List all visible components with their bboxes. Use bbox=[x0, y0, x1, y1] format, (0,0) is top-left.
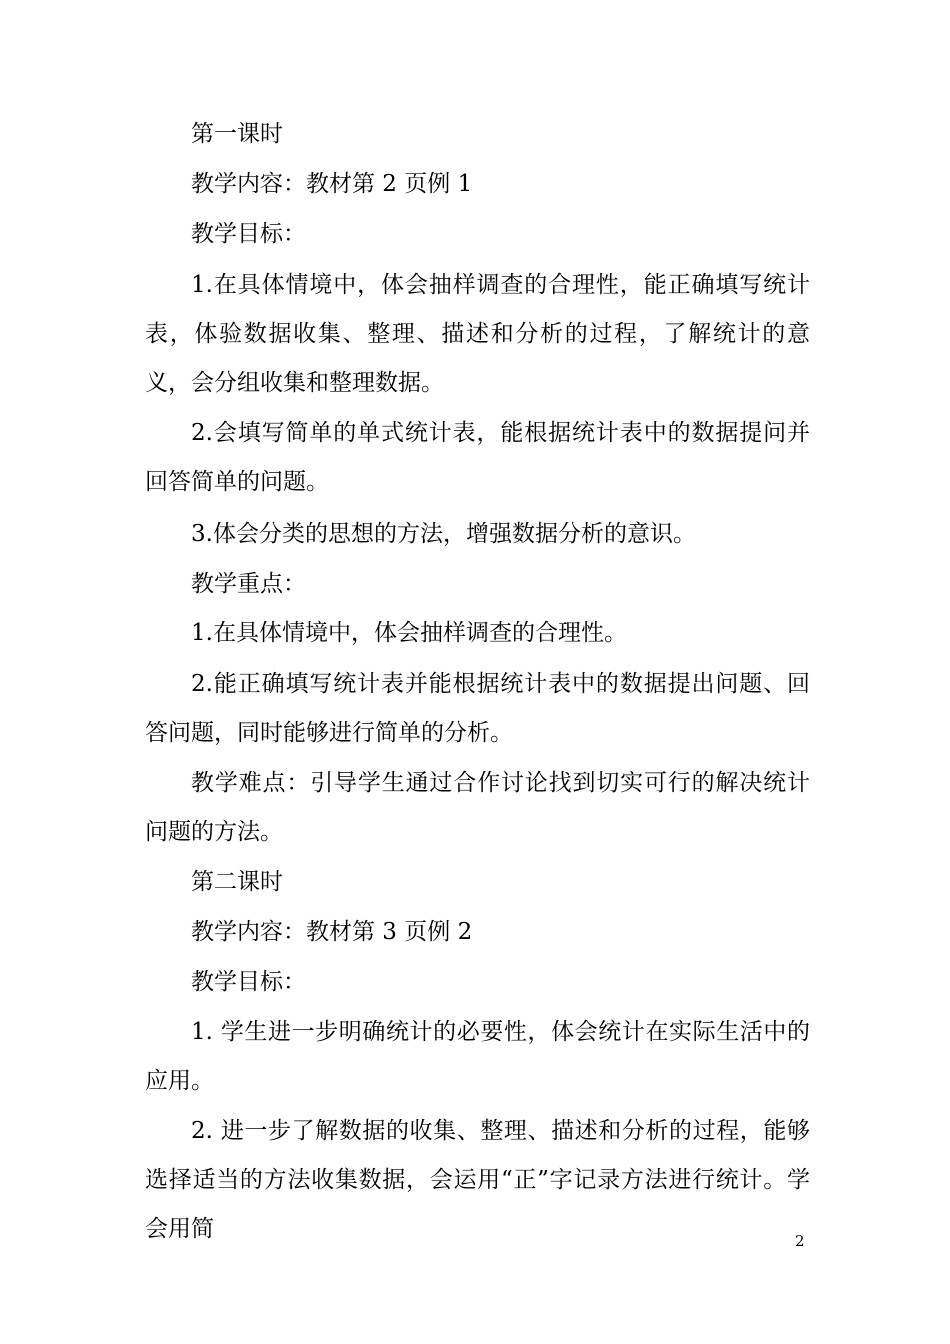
goal-paragraph-2: 2.会填写简单的单式统计表，能根据统计表中的数据提问并回答简单的问题。 bbox=[145, 420, 810, 495]
teaching-goals-heading-1: 教学目标： bbox=[191, 221, 306, 247]
key-point-2: 2.能正确填写统计表并能根据统计表中的数据提出问题、回答问题，同时能够进行简单的分析。 bbox=[145, 671, 810, 746]
section-heading-lesson-2: 第二课时 bbox=[191, 869, 283, 895]
goal-paragraph-5: 2. 进一步了解数据的收集、整理、描述和分析的过程，能够选择适当的方法收集数据，会运用“正”字记录方法进行统计。学会用简 bbox=[145, 1118, 810, 1242]
teaching-goals-heading-2: 教学目标： bbox=[191, 969, 306, 995]
key-points-heading: 教学重点： bbox=[191, 571, 306, 597]
goal-paragraph-3: 3.体会分类的思想的方法，增强数据分析的意识。 bbox=[191, 521, 696, 547]
key-point-1: 1.在具体情境中，体会抽样调查的合理性。 bbox=[191, 620, 627, 646]
teaching-content-1: 教学内容：教材第 2 页例 1 bbox=[191, 171, 473, 197]
section-heading-lesson-1: 第一课时 bbox=[191, 121, 283, 147]
goal-paragraph-4: 1. 学生进一步明确统计的必要性，体会统计在实际生活中的应用。 bbox=[145, 1019, 810, 1094]
goal-paragraph-1: 1.在具体情境中，体会抽样调查的合理性，能正确填写统计表，体验数据收集、整理、描述和分析的过程，了解统计的意义，会分组收集和整理数据。 bbox=[145, 272, 810, 396]
difficulty-paragraph: 教学难点：引导学生通过合作讨论找到切实可行的解决统计问题的方法。 bbox=[145, 770, 810, 845]
page-number: 2 bbox=[795, 1232, 805, 1250]
teaching-content-2: 教学内容：教材第 3 页例 2 bbox=[191, 919, 473, 945]
